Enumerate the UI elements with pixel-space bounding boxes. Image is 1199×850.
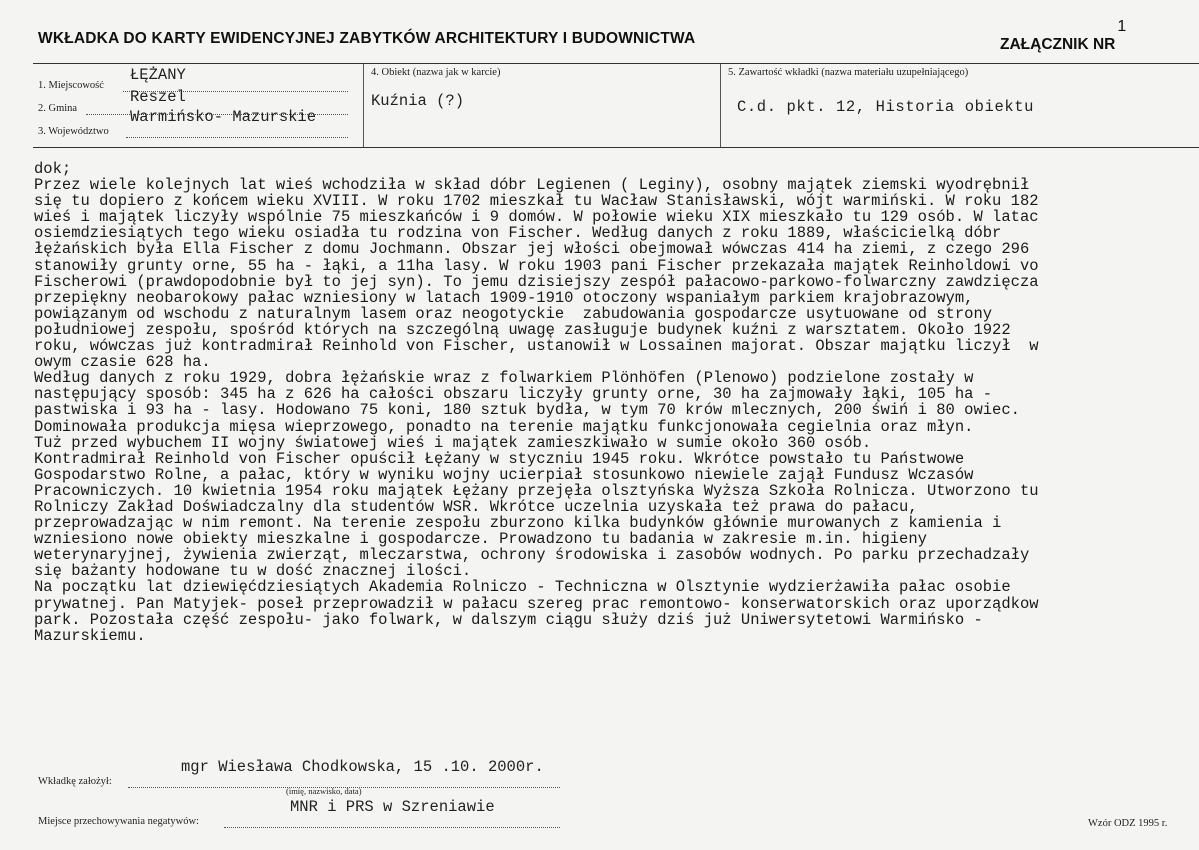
body-line: Mazurskiemu. bbox=[34, 626, 146, 644]
body-line: się tu dopiero z końcem wieku XVIII. W roku 1702 mieszkał tu Wacław Stanisławski, wójt warmiński. W roku 182 bbox=[34, 192, 1039, 211]
author-value: mgr Wiesława Chodkowska, 15 .10. 2000r. bbox=[181, 758, 544, 776]
body-line: osiemdziesiątych tego wieku osiadła tu rodzina von Fischer. Według danych z roku 1889, właścicielką dóbr bbox=[34, 224, 1002, 243]
body-line: Dominowała produkcja mięsa wieprzowego, ponadto na terenie majątku funkcjonowała cegielnia oraz młyn. bbox=[34, 417, 974, 436]
body-line: następujący sposób: 345 ha z 626 ha całości obszaru liczyły grunty orne, 30 ha zajmowały łąki, 105 ha - bbox=[34, 385, 993, 404]
gmina-value: Reszel bbox=[130, 88, 186, 106]
body-line: południowej zespołu, spośród których na szczególną uwagę zasługuje budynek kuźni z warsztatem. Około 1922 bbox=[34, 320, 1011, 339]
miejscowosc-value: ŁĘŻANY bbox=[130, 66, 186, 84]
body-line: łężańskich była Ella Fischer z domu Jochmann. Obszar jej włości obejmował wówczas 414 ha ziemi, z czego 296 bbox=[34, 240, 1039, 259]
body-line: Gospodarstwo Rolne, a pałac, który w wyniku wojny ucierpiał stosunkowo niewiele zajął Fundusz Wczasów bbox=[34, 465, 974, 484]
object-label: 4. Obiekt (nazwa jak w karcie) bbox=[371, 67, 501, 78]
wojewodztwo-label: 3. Województwo bbox=[38, 126, 109, 137]
body-line: Fischerowi (prawdopodobnie był to jej syn). To jemu dzisiejszy zespół pałacowo-parkowo-folwarczny zawdzięcza bbox=[34, 272, 1039, 291]
header-title: WKŁADKA DO KARTY EWIDENCYJNEJ ZABYTKÓW ARCHITEKTURY I BUDOWNICTWA bbox=[38, 30, 696, 47]
body-line: Przez wiele kolejnych lat wieś wchodziła w skład dóbr Legienen ( Leginy), osobny majątek ziemski wyodrębnił bbox=[34, 176, 1030, 195]
author-label: Wkładkę założył: bbox=[38, 776, 112, 787]
annex-label-text: ZAŁĄCZNIK NR bbox=[1000, 36, 1116, 54]
storage-value: MNR i PRS w Szreniawie bbox=[290, 798, 495, 816]
body-line: Tuż przed wybuchem II wojny światowej wieś i majątek zamieszkiwało w sumie około 360 osób. bbox=[34, 433, 872, 452]
body-line: dok; bbox=[34, 161, 72, 178]
miejscowosc-label: 1. Miejscowość bbox=[38, 80, 104, 91]
body-line: Rolniczy Zakład Doświadczalny dla studentów WSR. Wkrótce uczelnia uzyskała też prawa do pałacu, bbox=[34, 497, 918, 516]
body-line: się bażanty hodowane tu w dość znacznej ilości. bbox=[34, 562, 472, 581]
contents-label: 5. Zawartość wkładki (nazwa materiału uzupełniającego) bbox=[728, 67, 969, 78]
box-divider-2 bbox=[720, 64, 721, 147]
body-line: przepiękny neobarokowy pałac wzniesiony w latach 1909-1910 otoczony wspaniałym parkiem krajobrazowym, bbox=[34, 288, 974, 307]
body-line: Według danych z roku 1929, dobra łężańskie wraz z folwarkiem Plönhöfen (Plenowo) podzielone zostały w bbox=[34, 369, 974, 388]
body-line: Na początku lat dziewięćdziesiątych Akademia Rolniczo - Techniczna w Olsztynie wydzierżawiła pałac osobie bbox=[34, 578, 1011, 597]
body-line: roku, wówczas już kontradmirał Reinhold von Fischer, ustanowił w Lossainen majorat. Obszar majątku liczył w bbox=[34, 337, 1039, 356]
body-line: park. Pozostała część zespołu- jako folwark, w dalszym ciągu służy dziś już Uniwersytetowi Warmińsko - bbox=[34, 610, 983, 629]
object-value: Kuźnia (?) bbox=[371, 92, 465, 110]
body-line: wzniesiono nowe obiekty mieszkalne i gospodarcze. Prowadzono tu badania w zakresie m.in. higieny bbox=[34, 530, 927, 549]
body-line: Kontradmirał Reinhold von Fischer opuścił Łężany w styczniu 1945 roku. Wkrótce powstało tu Państwowe bbox=[34, 449, 965, 468]
body-line: stanowiły grunty orne, 55 ha - łąki, a 11ha lasy. W roku 1903 pani Fischer przekazała majątek Reinholdowi vo bbox=[34, 256, 1039, 275]
body-line: weterynaryjnej, żywienia zwierząt, mleczarstwa, ochrony środowiska i zasobów wodnych. Po parku przechadzały bbox=[34, 546, 1030, 565]
body-line: owym czasie 628 ha. bbox=[34, 353, 211, 372]
body-line: przeprowadzając w nim remont. Na terenie zespołu zburzono kilka budynków głównie murowanych z kamienia i bbox=[34, 514, 1002, 533]
body-line: wieś i majątek liczyły wspólnie 75 mieszkańców i 9 domów. W połowie wieku XIX mieszkało tu 129 osób. W latac bbox=[34, 208, 1039, 227]
storage-label: Miejsce przechowywania negatywów: bbox=[38, 816, 199, 827]
header-rule-bottom bbox=[33, 147, 1199, 148]
header-rule-top bbox=[33, 63, 1199, 64]
body-line: pastwiska i 93 ha - lasy. Hodowano 75 koni, 180 sztuk bydła, w tym 70 krów mlecznych, 200 świń i 80 owiec. bbox=[34, 401, 1020, 420]
wojewodztwo-dots bbox=[126, 137, 348, 138]
gmina-label: 2. Gmina bbox=[38, 103, 78, 114]
contents-value: C.d. pkt. 12, Historia obiektu bbox=[737, 98, 1035, 116]
box-divider-1 bbox=[363, 64, 364, 147]
storage-dots bbox=[224, 827, 560, 828]
annex-number: 1 bbox=[1117, 18, 1127, 35]
wojewodztwo-value: Warmińsko- Mazurskie bbox=[130, 108, 317, 126]
body-line: powiązanym od wschodu z naturalnym lasem oraz neogotyckie zabudowania gospodarcze usytuowane od strony bbox=[34, 304, 993, 323]
body-line: Pracowniczych. 10 kwietnia 1954 roku majątek Łężany przejęła olsztyńska Wyższa Szkoła Rolnicza. Utworzono tu bbox=[34, 481, 1039, 500]
author-hint: (imię, nazwisko, data) bbox=[286, 786, 362, 796]
body-line: prywatnej. Pan Matyjek- poseł przeprowadził w pałacu szereg prac remontowo- konserwatorskich oraz uporządkow bbox=[34, 594, 1039, 613]
history-text bbox=[34, 161, 1184, 644]
annex-label bbox=[1000, 18, 1127, 54]
form-model: Wzór ODZ 1995 r. bbox=[1088, 818, 1168, 829]
